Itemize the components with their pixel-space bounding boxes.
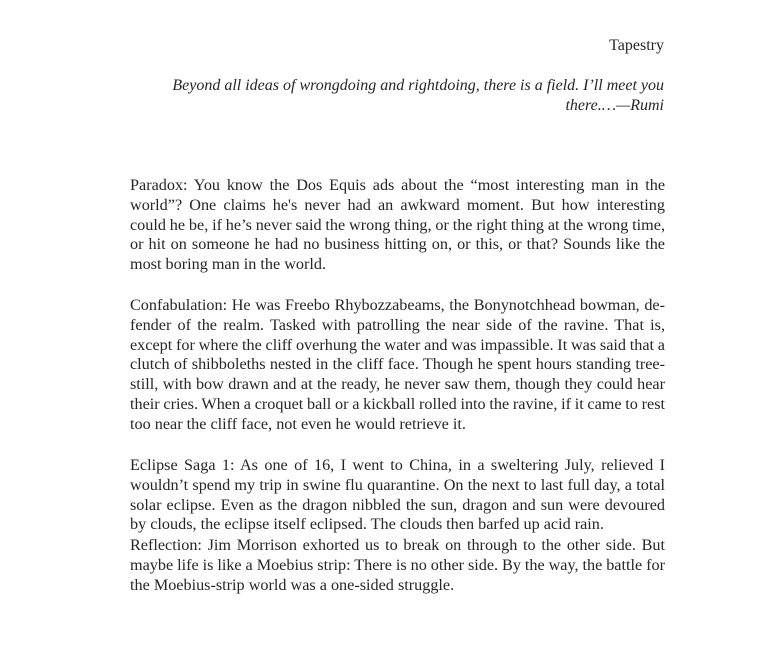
paragraph-eclipse-saga: [130, 456, 665, 535]
epigraph-line: there.…—Rumi: [565, 97, 664, 114]
text-line: too near the cliff face, not even he would retrieve it.: [130, 414, 466, 433]
paragraph-confabulation: [130, 296, 665, 435]
text-line: Reflection: Jim Morrison exhorted us to break on through to the other side. But: [130, 536, 665, 554]
text-line: solar eclipse. Even as the dragon nibbled the sun, dragon and sun were devoured: [130, 495, 665, 514]
text-line: or hit on someone he had no business hitting on, or this, or that? Sounds like the: [130, 235, 665, 254]
text-line: could he be, if he’s never said the wrong thing, or the right thing at the wrong time,: [130, 215, 665, 234]
text-line: clutch of shibboleths nested in the cliff face. Though he spent hours standing tree-: [130, 355, 665, 374]
epigraph-line: Beyond all ideas of wrongdoing and rightdoing, there is a field. I’ll meet you: [172, 77, 664, 94]
text-line: still, with bow drawn and at the ready, he never saw them, though they could hear: [130, 375, 665, 394]
text-line: the Moebius-strip world was a one-sided struggle.: [130, 575, 455, 594]
text-line: their cries. When a croquet ball or a kickball rolled into the ravine, if it came to rest: [130, 394, 665, 413]
running-head-title: Tapestry: [609, 37, 664, 54]
text-line: fender of the realm. Tasked with patrolling the near side of the ravine. That is,: [130, 315, 665, 334]
text-line: Confabulation: He was Freebo Rhybozzabeams, the Bonynotchhead bowman, de-: [130, 296, 665, 314]
text-line: world”? One claims he's never had an awkward moment. But how interesting: [130, 195, 665, 214]
paragraph-reflection: [130, 536, 665, 595]
text-line: most boring man in the world.: [130, 255, 327, 274]
text-line: Paradox: You know the Dos Equis ads about the “most interesting man in the: [130, 176, 665, 194]
text-line: maybe life is like a Moebius strip: There is no other side. By the way, the battle for: [130, 555, 665, 574]
epigraph-quote: [164, 76, 664, 116]
paragraph-paradox: [130, 176, 665, 275]
text-line: except for where the cliff overhung the water and was impassible. It was said that a: [130, 335, 665, 354]
text-line: Eclipse Saga 1: As one of 16, I went to China, in a sweltering July, relieved I: [130, 456, 665, 474]
text-line: by clouds, the eclipse itself eclipsed. The clouds then barfed up acid rain.: [130, 515, 604, 534]
text-line: wouldn’t spend my trip in swine flu quarantine. On the next to last full day, a total: [130, 475, 665, 494]
